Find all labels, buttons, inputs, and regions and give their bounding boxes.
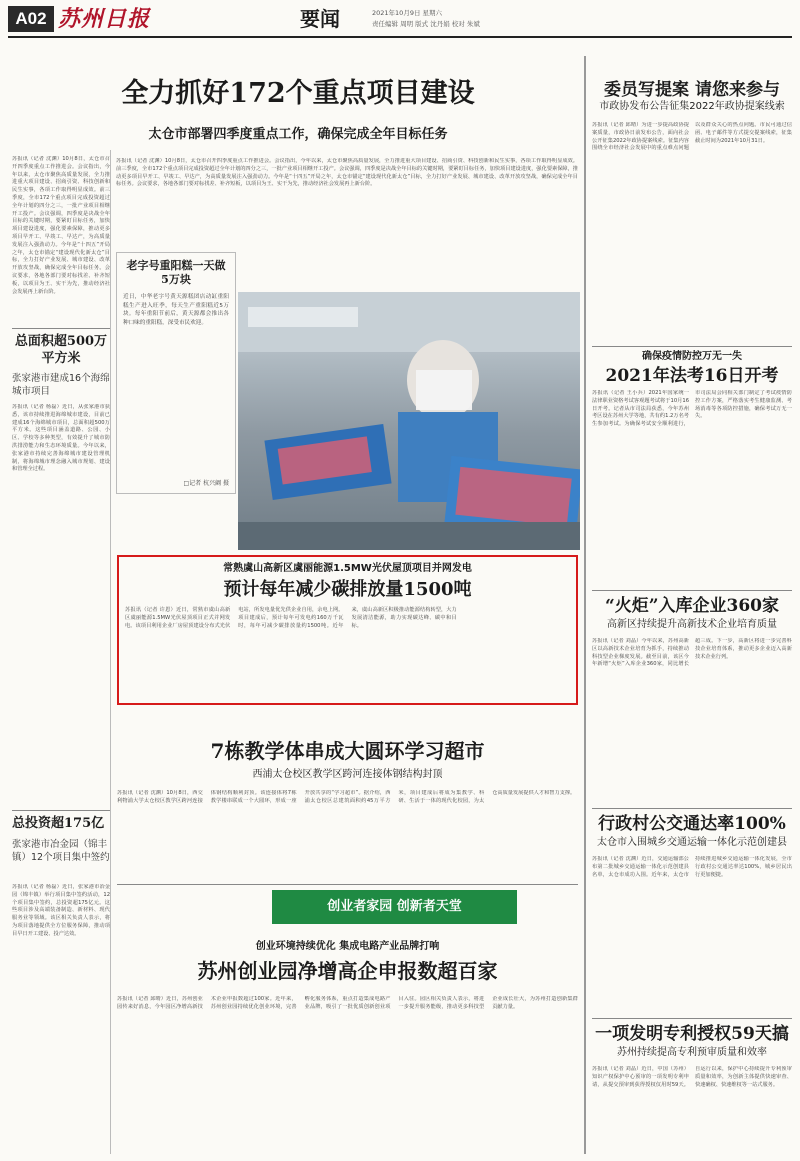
photo-credit: □记者 杭兴阚 摄 — [183, 480, 229, 487]
story-three-rule — [117, 884, 578, 885]
newspaper-logo: 苏州日报 — [58, 6, 151, 32]
caption-title: 老字号重阳糕一天做5万块 — [126, 259, 226, 286]
left-column-divider — [110, 150, 111, 1154]
right-column-divider — [584, 56, 586, 1154]
right-2-kicker: 确保疫情防控万无一失 — [642, 351, 742, 362]
issue-date: 2021年10月9日 星期六 — [372, 9, 443, 17]
lead-headline: 全力抓好172个重点项目建设 — [121, 78, 475, 109]
right-rule-4 — [592, 1018, 792, 1019]
left-sidebar-1-sub: 张家港市建成16个海绵城市项目 — [12, 373, 110, 397]
factory-photo-illustration — [238, 292, 580, 550]
right-rule-2 — [592, 590, 792, 591]
lead-body: 苏报讯（记者 沈渊）10月8日，太仓市召开四季度重点工作推进会。会议指出，今年以来，太仓市聚焦高质量发展，全力推进重大项目建设、招商引资、科技创新和民生实事，各项工作取得明显成效。前三季度，全市172个重点项目完成投资超过全年计划的四分之三，一批产业项目相继开工投产。会议强调，四季度是决战全年目标的关键时期，要紧盯目标任务，加快项目建设进度，强化要素保障，推动更多项目早开工、早竣工、早达产，为高质量发展注入强劲动力。今年是“十四五”开局之年，太仓市锚定“建设现代化新太仓”目标，全力打好产业发展、城市建设、改革开放攻坚战，确保完成全年目标任务。会议要求，各地各部门要对标找差、补齐短板，以项目为王、实干为先，推动经济社会发展再上新台阶。 — [116, 158, 578, 188]
feature-body: 苏报讯（记者 许恩）近日，常熟市虞山高新区虞丽能源1.5MW光伏屋顶项目正式并网发电。该项目利用企业厂房屋顶建设分布式光伏电站，所发电量优先供企业自用，余电上网。项目建成后，预计每年可发电约160万千瓦时，每年可减少碳排放量约1500吨。近年来，虞山高新区积极推动能源结构转型，大力发展清洁能源，助力实现碳达峰、碳中和目标。 — [125, 607, 457, 629]
issue-meta — [372, 8, 532, 32]
right-2-body: 苏报讯（记者 王小兵）2021年国家统一法律职业资格考试客观题考试将于10月16日开考。记者从市司法局获悉，今年苏州考区设在苏州大学等地，共有约1.2万名考生参加考试。为确保考试安全顺利进行，市司法局会同相关部门制定了考试疫情防控工作方案，严格落实考生健康监测、考场消毒等各项防控措施，确保考试万无一失。 — [592, 390, 792, 428]
page-number: A02 — [8, 6, 54, 32]
right-3-kicker: “火炬”入库企业360家 — [604, 596, 780, 616]
right-4-body: 苏报讯（记者 沈渊）近日，交通运输部公布第二批城乡交通运输一体化示范创建县名单，太仓市成功入围。近年来，太仓市持续推进城乡交通运输一体化发展，全市行政村公交通达率达100%，城乡居民出行更加便捷。 — [592, 856, 792, 878]
slogan-text: 创业者家园 创新者天堂 — [327, 899, 462, 914]
right-5-sub: 苏州持续提高专利预审质量和效率 — [617, 1047, 767, 1058]
right-4-kicker: 行政村公交通达率100% — [598, 814, 786, 834]
left-sidebar-lead-body — [12, 156, 110, 326]
right-3-sub: 高新区持续提升高新技术企业培育质量 — [607, 619, 777, 630]
feature-box — [117, 555, 578, 705]
photo-caption-box — [116, 252, 236, 494]
right-5-body: 苏报讯（记者 刘晶）近日，中国（苏州）知识产权保护中心预审的一项发明专利申请，从提交预审到获得授权仅用时59天。自运行以来，保护中心持续提升专利预审质量和效率，为创新主体提供快速审查、快速确权、快速维权等一站式服务。 — [592, 1066, 792, 1088]
right-4-sub: 太仓市入围城乡交通运输一体化示范创建县 — [597, 837, 787, 848]
header-rule — [8, 36, 792, 38]
left-sidebar-rule-2 — [12, 810, 110, 811]
right-5-kicker: 一项发明专利授权59天搞 — [595, 1024, 789, 1044]
left-sidebar-1-title: 总面积超500万平方米 — [14, 334, 108, 366]
left-sidebar-2-body: 苏报讯（记者 杨磊）近日，张家港市冶金园（锦丰镇）举行项目集中签约活动，12个项目集中签约，总投资超175亿元。这些项目涉及高端装备制造、新材料、现代服务业等领域。该区相关负责人表示，将为项目落地提供全方位服务保障，推动项目早日开工建设、投产达效。 — [12, 884, 110, 937]
factory-photo — [238, 292, 580, 550]
right-rule-1 — [592, 346, 792, 347]
caption-text: 近日，中华老字号黄天源糕团店动缸重阳糕生产进入旺季，每天生产重阳糕近5万块。每年重阳节前后，黄天源都会推出各种口味的重阳糕，深受市民欢迎。 — [123, 294, 229, 326]
section-title: 要闻 — [300, 7, 340, 31]
right-3-body: 苏报讯（记者 刘晶）今年以来，苏州高新区以高新技术企业培育为抓手，持续推动科技型企业梯度发展。截至目前，该区今年新增“火炬”入库企业360家，同比增长超三成。下一步，高新区将进一步完善科技企业培育体系，推动更多企业迈入高新技术企业行列。 — [592, 638, 792, 668]
lead-subhead: 太仓市部署四季度重点工作，确保完成全年目标任务 — [148, 127, 448, 142]
right-1-kicker: 委员写提案 请您来参与 — [604, 80, 780, 100]
slogan-banner — [272, 890, 517, 924]
right-rule-3 — [592, 808, 792, 809]
story-two-subhead: 西浦太仓校区教学区跨河连接体钢结构封顶 — [252, 769, 443, 780]
feature-headline: 预计每年减少碳排放量1500吨 — [223, 579, 472, 600]
issue-editors: 责任编辑 周明 版式 沈丹娟 校对 朱斌 — [372, 20, 480, 28]
feature-kicker: 常熟虞山高新区虞丽能源1.5MW光伏屋顶项目并网发电 — [223, 563, 472, 574]
story-three-body: 苏报讯（记者 邱晴）近日，苏州创业园传来好消息，今年园区净增高新技术企业申报数超过100家。近年来，苏州创业园持续优化创业环境，完善孵化服务体系，重点打造集成电路产业品牌，吸引了一批优质创新创业项目入驻。园区相关负责人表示，将进一步提升服务能级，推动更多科技型企业成长壮大，为苏州打造创新集群贡献力量。 — [117, 996, 578, 1010]
story-two-headline: 7栋教学体串成大圆环学习超市 — [210, 739, 485, 763]
story-two-body: 苏报讯（记者 沈渊）10月8日，西交利物浦大学太仓校区教学区跨河连接体钢结构顺利封顶。该连接体将7栋教学楼串联成一个大圆环，形成一座开放共享的“学习超市”。据介绍，西浦太仓校区总建筑面积约45万平方米，项目建成后将成为集教学、科研、生活于一体的现代化校园，为太仓高质量发展提供人才和智力支撑。 — [117, 790, 576, 804]
right-2-title: 2021年法考16日开考 — [605, 366, 779, 386]
left-sidebar-1-body: 苏报讯（记者 杨磊）近日，从张家港市获悉，该市持续推进海绵城市建设，目前已建成16个海绵城市项目，总面积超500万平方米。这些项目涵盖道路、公园、小区、学校等多种类型，有效提升了城市防洪排涝能力和生态环境质量。今年以来，张家港市持续完善海绵城市建设管理机制，将海绵城市理念融入城市规划、建设和管理全过程。 — [12, 404, 110, 473]
left-sidebar-2-title: 总投资超175亿 — [12, 816, 105, 831]
story-three-kicker: 创业环境持续优化 集成电路产业品牌打响 — [255, 941, 440, 952]
right-1-sub: 市政协发布公告征集2022年政协提案线索 — [599, 101, 785, 112]
left-sidebar-2-sub: 张家港市冶金园（锦丰镇）12个项目集中签约 — [12, 839, 110, 863]
story-three-headline: 苏州创业园净增高企申报数超百家 — [197, 959, 498, 983]
right-1-body: 苏报讯（记者 邱晴）为进一步提高政协提案质量，市政协日前发布公告，面向社会公开征集2022年政协提案线索。征集内容围绕全市经济社会发展中的重点难点问题以及群众关心的热点问题。市民可通过信函、电子邮件等方式提交提案线索，征集截止时间为2021年10月31日。 — [592, 122, 792, 152]
lead-continued-text: 苏报讯（记者 沈渊）10月8日，太仓市召开四季度重点工作推进会。会议指出，今年以来，太仓市聚焦高质量发展，全力推进重大项目建设、招商引资、科技创新和民生实事，各项工作取得明显成效。前三季度，全市172个重点项目完成投资超过全年计划的四分之三，一批产业项目相继开工投产。会议强调，四季度是决战全年目标的关键时期，要紧盯目标任务，加快项目建设进度，强化要素保障，推动更多项目早开工、早竣工、早达产，为高质量发展注入强劲动力。今年是“十四五”开局之年，太仓市锚定“建设现代化新太仓”目标，全力打好产业发展、城市建设、改革开放攻坚战，确保完成全年目标任务。会议要求，各地各部门要对标找差、补齐短板，以项目为王、实干为先，推动经济社会发展再上新台阶。 — [12, 156, 110, 295]
left-sidebar-rule-1 — [12, 328, 110, 329]
